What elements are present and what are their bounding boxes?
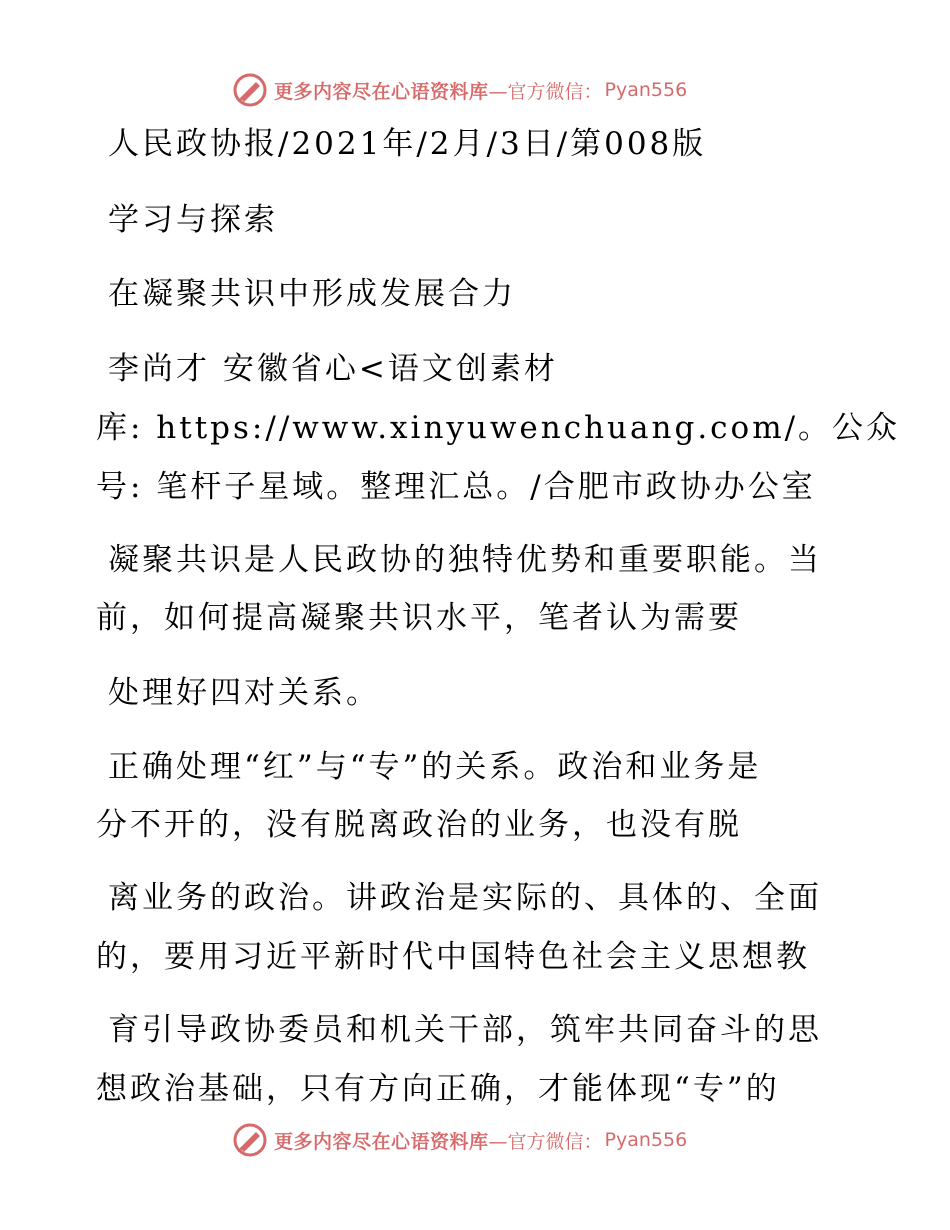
watermark-label: —官方微信： [488,1130,603,1153]
doc-paragraph-line: 正确处理“红”与“专”的关系。政治和业务是 [108,749,762,785]
watermark-text: 更多内容尽在心语资料库 [274,1130,489,1153]
watermark-label: —官方微信： [488,80,603,103]
doc-paragraph-line: 分不开的，没有脱离政治的业务，也没有脱 [96,807,742,843]
doc-paragraph-line: 育引导政协委员和机关干部，筑牢共同奋斗的思 [108,1012,822,1048]
watermark-wechat-id: Pyan556 [604,1129,688,1151]
doc-text-line: 号: 笔杆子星域。整理汇总。/合肥市政协办公室 [96,469,816,505]
doc-source-line: 人民政协报/2021年/2月/3日/第008版 [108,126,707,162]
doc-paragraph-line: 处理好四对关系。 [108,675,380,711]
pen-logo-icon [232,1122,268,1158]
doc-author-line: 李尚才 安徽省心<语文创素材 [108,351,558,387]
watermark-banner-top [232,70,687,110]
doc-text-line: 库: https://www.xinyuwenchuang.com/。公众 [96,410,901,446]
doc-column-title: 学习与探索 [108,202,278,238]
pen-logo-icon [232,72,268,108]
watermark-wechat-id: Pyan556 [604,79,688,101]
doc-paragraph-line: 想政治基础，只有方向正确，才能体现“专”的 [96,1071,780,1107]
doc-paragraph-line: 凝聚共识是人民政协的独特优势和重要职能。当 [108,542,822,578]
watermark-text: 更多内容尽在心语资料库 [274,80,489,103]
watermark-banner-bottom [232,1120,687,1160]
doc-article-title: 在凝聚共识中形成发展合力 [108,276,516,312]
doc-paragraph-line: 前，如何提高凝聚共识水平，笔者认为需要 [96,600,742,636]
doc-paragraph-line: 的，要用习近平新时代中国特色社会主义思想教 [96,939,810,975]
doc-paragraph-line: 离业务的政治。讲政治是实际的、具体的、全面 [108,880,822,916]
